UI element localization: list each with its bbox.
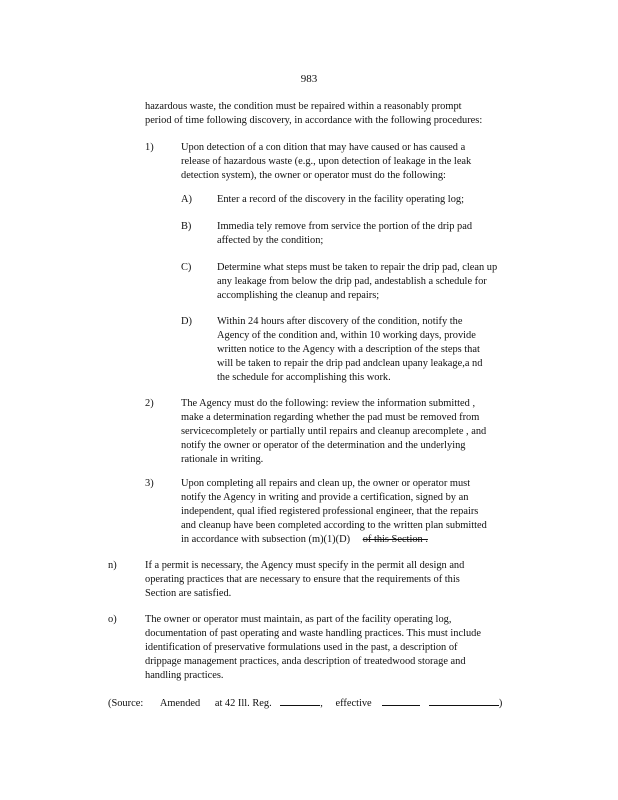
page-number: 983: [300, 73, 318, 85]
text-line: make a determination regarding whether the pad must be removed from: [181, 412, 480, 423]
text-line: Determine what steps must be taken to repair the drip pad, clean up: [217, 262, 498, 273]
text-line: hazardous waste, the condition must be repaired within a reasonably prompt: [145, 101, 462, 112]
text-line: affected by the condition;: [217, 235, 324, 246]
section-o-label: o): [108, 614, 117, 625]
text-line: rationale in writing.: [181, 454, 264, 465]
source-reg: at 42 Ill. Reg.: [214, 698, 272, 709]
text-line: identification of preservative formulations used in the past, a description of: [145, 642, 458, 653]
text-line: Upon detection of a con dition that may have caused or has caused a: [181, 142, 466, 153]
blank-line: [280, 693, 320, 706]
text-line: If a permit is necessary, the Agency must specify in the permit all design and: [145, 560, 465, 571]
section-o-text: [145, 613, 481, 683]
source-effective: effective: [335, 698, 372, 709]
source-close: ): [498, 698, 503, 709]
subitem-c-text: [217, 261, 497, 303]
blank-line: [382, 693, 420, 706]
text-line: Within 24 hours after discovery of the condition, notify the: [217, 316, 463, 327]
text-line: release of hazardous waste (e.g., upon detection of leakage in the leak: [181, 156, 472, 167]
source-amended: Amended: [159, 698, 201, 709]
text-line: Upon completing all repairs and clean up, the owner or operator must: [181, 478, 471, 489]
subitem-d-label: D): [181, 316, 192, 327]
subitem-a-text: [217, 193, 464, 207]
text-line: The Agency must do the following: review the information submitted ,: [181, 398, 476, 409]
source-comma: ,: [320, 698, 323, 709]
subitem-a-label: A): [181, 194, 192, 205]
text-line: any leakage from below the drip pad, andestablish a schedule for: [217, 276, 487, 287]
section-n-label: n): [108, 560, 117, 571]
text-line: [181, 533, 487, 547]
struck-text: of this Section .: [362, 534, 428, 545]
text-line: detection system), the owner or operator must do the following:: [181, 170, 446, 181]
item-2-label: 2): [145, 398, 154, 409]
text-line: period of time following discovery, in accordance with the following procedures:: [145, 115, 483, 126]
source-open: (Source:: [108, 698, 144, 709]
item-3-text: [181, 477, 487, 547]
text-line: documentation of past operating and waste handling practices. This must include: [145, 628, 481, 639]
item-1-text: [181, 141, 471, 183]
text-line: servicecompletely or partially until repairs and cleanup arecomplete , and: [181, 426, 487, 437]
text-line: operating practices that are necessary to ensure that the requirements of this: [145, 574, 460, 585]
text-line: Immedia tely remove from service the portion of the drip pad: [217, 221, 473, 232]
text-line: Enter a record of the discovery in the facility operating log;: [217, 194, 464, 205]
text-line: Section are satisfied.: [145, 588, 232, 599]
text-line: notify the Agency in writing and provide a certification, signed by an: [181, 492, 469, 503]
text-line: The owner or operator must maintain, as part of the facility operating log,: [145, 614, 452, 625]
text-segment: in accordance with subsection (m)(1)(D): [181, 534, 351, 545]
blank-line: [429, 693, 499, 706]
subitem-b-text: [217, 220, 472, 248]
subitem-d-text: [217, 315, 482, 385]
text-line: will be taken to repair the drip pad andclean upany leakage,a nd: [217, 358, 483, 369]
text-line: and cleanup have been completed according to the written plan submitted: [181, 520, 487, 531]
subitem-b-label: B): [181, 221, 192, 232]
intro-paragraph: [145, 100, 482, 128]
text-line: independent, qual ified registered professional engineer, that the repairs: [181, 506, 479, 517]
text-line: the schedule for accomplishing this work.: [217, 372, 391, 383]
item-1-label: 1): [145, 142, 154, 153]
text-line: handling practices.: [145, 670, 224, 681]
item-2-text: [181, 397, 486, 467]
text-line: notify the owner or operator of the determination and the underlying: [181, 440, 466, 451]
subitem-c-label: C): [181, 262, 192, 273]
source-note: [108, 693, 502, 707]
text-line: Agency of the condition and, within 10 working days, provide: [217, 330, 476, 341]
text-line: written notice to the Agency with a description of the steps that: [217, 344, 480, 355]
section-n-text: [145, 559, 464, 601]
text-line: drippage management practices, anda description of treatedwood storage and: [145, 656, 466, 667]
text-line: accomplishing the cleanup and repairs;: [217, 290, 380, 301]
item-3-label: 3): [145, 478, 154, 489]
